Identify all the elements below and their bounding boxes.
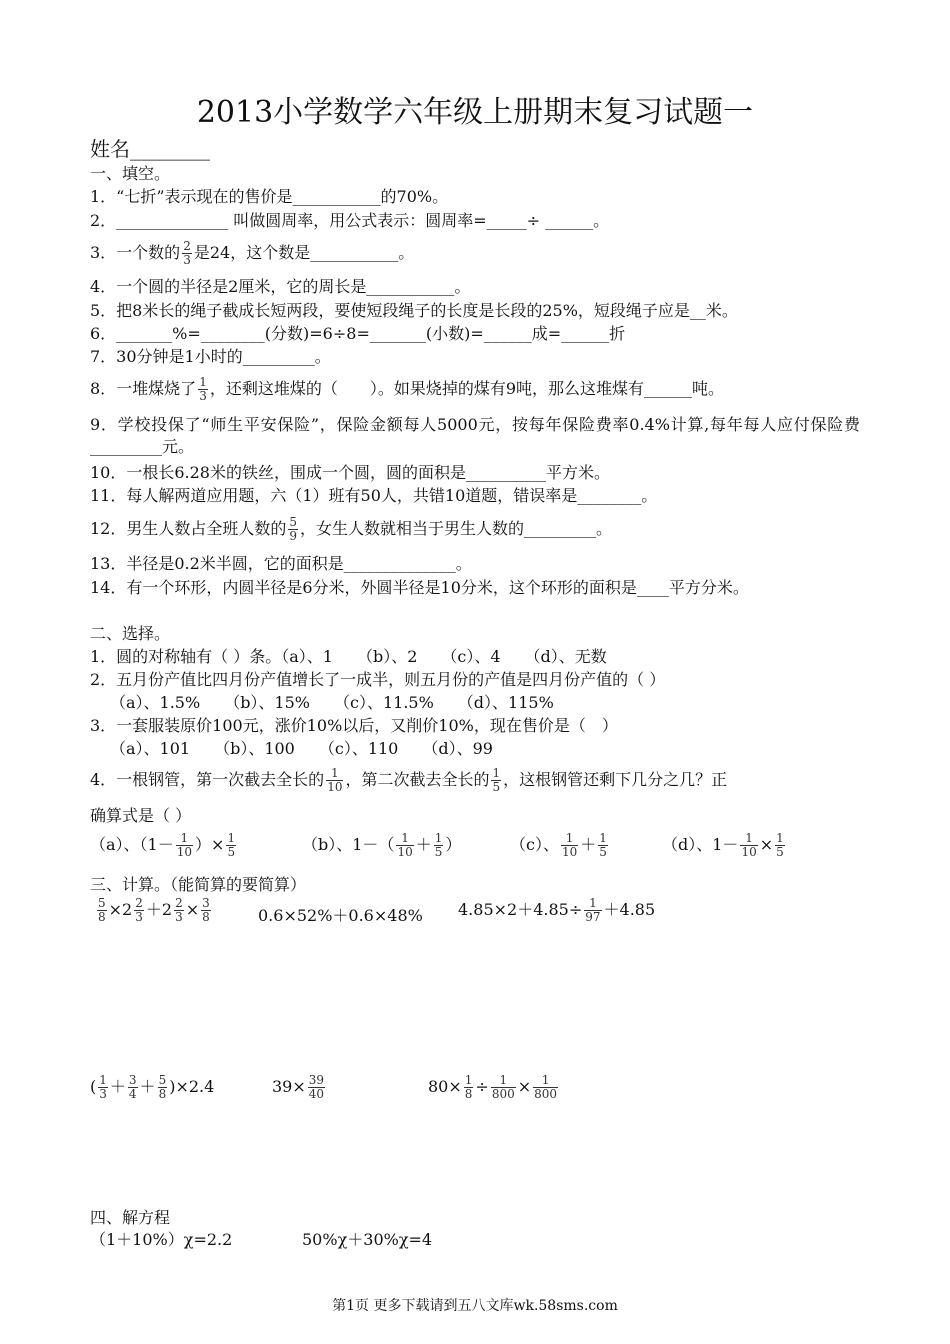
question-1-7: 7．30分钟是1小时的_________。 — [90, 347, 331, 366]
fraction: $\frac{1}{8}$ — [464, 1073, 473, 1101]
page-title: 2013小学数学六年级上册期末复习试题一 — [196, 95, 754, 130]
question-text: 12．男生人数占全班人数的 — [90, 519, 287, 538]
fraction: $\frac{1}{10}$ — [397, 831, 413, 859]
fraction: $\frac{1}{800}$ — [534, 1073, 558, 1101]
fraction: $\frac{1}{5}$ — [492, 766, 501, 794]
section-4-header: 四、解方程 — [90, 1208, 171, 1227]
calc-4: ( $\frac{1}{3}$ ＋ $\frac{3}{4}$ ＋ $\frac{5}{8}$ )×2.4 — [90, 1073, 215, 1101]
question-2-4-option-b: （b）、1－（ $\frac{1}{10}$ ＋ $\frac{1}{5}$ ） — [302, 831, 462, 859]
name-line: 姓名________ — [90, 137, 210, 161]
question-1-6: 6．_______%=________(分数)=6÷8=_______(小数)=______成=______折 — [90, 324, 626, 343]
fraction: $\frac{1}{800}$ — [491, 1073, 515, 1101]
question-1-3 — [90, 240, 414, 267]
fraction: $\frac{5}{8}$ — [98, 896, 106, 924]
question-2-4-option-d: （d）、1－ $\frac{1}{10}$ × $\frac{1}{5}$ — [662, 831, 784, 859]
fraction: $\frac{1}{3}$ — [99, 1073, 107, 1101]
question-1-9: 9．学校投保了“师生平安保险”，保险金额每人5000元，按每年保险费率0.4%计算,每年每人应付保险费_________元。 — [90, 415, 860, 456]
calc-5: 39× $\frac{39}{40}$ — [272, 1073, 325, 1101]
fraction: $\frac{1}{97}$ — [585, 896, 601, 924]
question-2-2: 2．五月份产值比四月份产值增长了一成半，则五月份的产值是四月份产值的（ ） — [90, 670, 666, 689]
question-text: 3．一个数的 — [90, 243, 181, 262]
fraction: $\frac{1}{5}$ — [776, 831, 784, 859]
question-2-3-options: （a）、101 （b）、100 （c）、110 （d）、99 — [110, 739, 493, 758]
question-1-2: 2．______________ 叫做圆周率，用公式表示：圆周率=_____÷ ______。 — [90, 211, 610, 230]
equation-2: 50%χ＋30%χ=4 — [302, 1230, 433, 1249]
question-2-4-option-c: （c）、 $\frac{1}{10}$ ＋ $\frac{1}{5}$ — [510, 831, 607, 859]
question-2-4-line2: 确算式是（ ） — [90, 806, 192, 825]
question-1-11: 11．每人解两道应用题，六（1）班有50人，共错10道题，错误率是________。 — [90, 486, 658, 505]
question-text: 8．一堆煤烧了 — [90, 379, 197, 398]
section-1-header: 一、填空。 — [90, 164, 171, 183]
question-2-3: 3．一套服装原价100元，涨价10%以后，又削价10%，现在售价是（ ） — [90, 716, 618, 735]
fraction: $\frac{1}{10}$ — [561, 831, 578, 859]
question-2-1: 1．圆的对称轴有（ ）条。（a）、1 （b）、2 （c）、4 （d）、无数 — [90, 647, 607, 666]
fraction: $\frac{1}{10}$ — [176, 831, 193, 859]
fraction: $\frac{2}{3}$ — [183, 239, 191, 267]
question-1-8 — [90, 376, 724, 403]
fraction: $\frac{1}{5}$ — [227, 831, 236, 859]
question-text: ，女生人数就相当于男生人数的_________。 — [300, 519, 613, 538]
question-text: ，这根钢管还剩下几分之几？正 — [503, 770, 728, 789]
question-1-14: 14．有一个环形，内圆半径是6分米，外圆半径是10分米，这个环形的面积是____平方分米。 — [90, 578, 749, 597]
fraction: $\frac{5}{9}$ — [289, 515, 298, 543]
calc-3: 4.85×2＋4.85÷ $\frac{1}{97}$ ＋4.85 — [458, 896, 656, 924]
fraction: $\frac{5}{8}$ — [158, 1073, 167, 1101]
question-text: 是24，这个数是___________。 — [193, 243, 415, 262]
fraction: $\frac{1}{10}$ — [327, 766, 343, 794]
question-2-2-options: （a）、1.5% （b）、15% （c）、11.5% （d）、115% — [110, 693, 554, 712]
fraction: $\frac{1}{5}$ — [599, 831, 607, 859]
calc-1: $\frac{5}{8}$ ×2 $\frac{2}{3}$ ＋2 $\frac{2}{3}$ × $\frac{3}{8}$ — [98, 896, 210, 924]
fraction: $\frac{3}{4}$ — [128, 1073, 137, 1101]
fraction: $\frac{1}{10}$ — [741, 831, 757, 859]
fraction: $\frac{2}{3}$ — [135, 896, 143, 924]
fraction: $\frac{1}{5}$ — [434, 831, 443, 859]
equation-1: （1＋10%）χ=2.2 — [90, 1230, 233, 1249]
question-1-10: 10．一根长6.28米的铁丝，围成一个圆，圆的面积是__________平方米。 — [90, 463, 610, 482]
question-text: 4．一根钢管，第一次截去全长的 — [90, 770, 325, 789]
fraction: $\frac{3}{8}$ — [202, 896, 210, 924]
fraction: $\frac{1}{3}$ — [199, 375, 207, 403]
page-footer: 第1页 更多下载请到五八文库wk.58sms.com — [332, 1298, 618, 1314]
question-1-12 — [90, 516, 612, 543]
section-3-header: 三、计算。（能简算的要简算） — [90, 875, 307, 894]
question-1-1: 1．“七折”表示现在的售价是___________的70%。 — [90, 187, 449, 206]
question-1-5: 5．把8米长的绳子截成长短两段，要使短段绳子的长度是长段的25%，短段绳子应是__米。 — [90, 301, 738, 320]
question-2-4-option-a: （a）、（1－ $\frac{1}{10}$ ）× $\frac{1}{5}$ — [90, 831, 236, 859]
calc-2: 0.6×52%＋0.6×48% — [258, 906, 423, 925]
question-text: ，还剩这堆煤的（ ）。如果烧掉的煤有9吨，那么这堆煤有______吨。 — [209, 379, 725, 398]
question-2-4 — [90, 767, 727, 794]
section-2-header: 二、选择。 — [90, 624, 171, 643]
fraction: $\frac{39}{40}$ — [308, 1073, 325, 1101]
fraction: $\frac{2}{3}$ — [175, 896, 183, 924]
question-1-13: 13．半径是0.2米半圆，它的面积是______________。 — [90, 554, 472, 573]
question-1-4: 4．一个圆的半径是2厘米，它的周长是___________。 — [90, 277, 471, 296]
question-text: ，第二次截去全长的 — [345, 770, 490, 789]
calc-6: 80× $\frac{1}{8}$ ÷ $\frac{1}{800}$ × $\frac{1}{800}$ — [428, 1073, 558, 1101]
